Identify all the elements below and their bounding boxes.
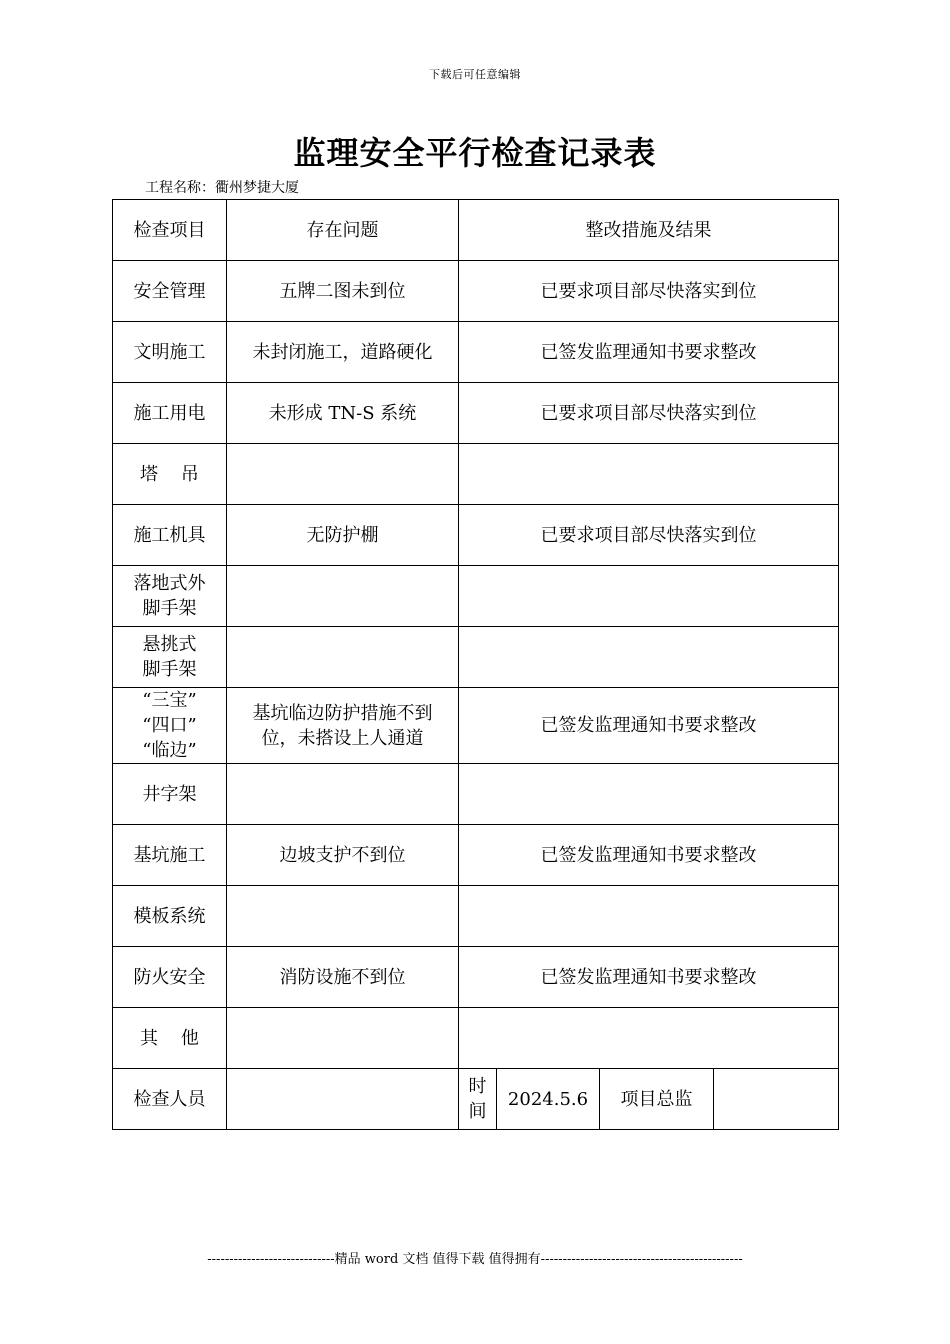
row-measure: 已要求项目部尽快落实到位 (459, 383, 839, 444)
row-item: 塔 吊 (113, 444, 227, 505)
row-item: 落地式外 脚手架 (113, 566, 227, 627)
header-note: 下载后可任意编辑 (429, 68, 521, 81)
row-item: “三宝” “四口” “临边” (113, 688, 227, 764)
project-chief-value (714, 1069, 839, 1130)
table-row (113, 825, 839, 886)
row-item: 井字架 (113, 764, 227, 825)
inspector-row (113, 1069, 839, 1130)
header-existing-issue: 存在问题 (227, 200, 459, 261)
row-measure: 已签发监理通知书要求整改 (459, 688, 839, 764)
row-issue (227, 1008, 459, 1069)
header-check-item: 检查项目 (113, 200, 227, 261)
row-issue (227, 566, 459, 627)
row-measure (459, 566, 839, 627)
table-row (113, 1008, 839, 1069)
project-chief-label: 项目总监 (600, 1069, 714, 1130)
row-item: 文明施工 (113, 322, 227, 383)
row-measure: 已要求项目部尽快落实到位 (459, 261, 839, 322)
row-measure (459, 444, 839, 505)
row-item: 基坑施工 (113, 825, 227, 886)
project-name-line (145, 177, 299, 197)
page-title: 监理安全平行检查记录表 (293, 134, 657, 172)
row-measure: 已要求项目部尽快落实到位 (459, 505, 839, 566)
table-row (113, 627, 839, 688)
row-issue: 边坡支护不到位 (227, 825, 459, 886)
row-measure (459, 764, 839, 825)
table-row (113, 688, 839, 764)
table-row (113, 383, 839, 444)
row-item: 悬挑式 脚手架 (113, 627, 227, 688)
row-measure (459, 1008, 839, 1069)
row-issue: 五牌二图未到位 (227, 261, 459, 322)
row-issue: 未封闭施工，道路硬化 (227, 322, 459, 383)
row-issue: 未形成 TN-S 系统 (227, 383, 459, 444)
row-measure (459, 627, 839, 688)
row-item: 施工用电 (113, 383, 227, 444)
table-row (113, 886, 839, 947)
row-measure: 已签发监理通知书要求整改 (459, 947, 839, 1008)
table-row (113, 764, 839, 825)
time-label: 时 间 (459, 1069, 497, 1130)
row-item: 模板系统 (113, 886, 227, 947)
project-name-value: 衢州梦捷大厦 (215, 180, 299, 196)
table-header-row (113, 200, 839, 261)
row-issue (227, 627, 459, 688)
row-issue: 无防护棚 (227, 505, 459, 566)
row-item: 安全管理 (113, 261, 227, 322)
row-issue (227, 886, 459, 947)
inspector-value (227, 1069, 459, 1130)
row-item: 施工机具 (113, 505, 227, 566)
table-row (113, 566, 839, 627)
row-issue (227, 444, 459, 505)
row-item: 其 他 (113, 1008, 227, 1069)
inspection-date: 2024.5.6 (497, 1069, 600, 1130)
row-issue (227, 764, 459, 825)
header-rectification-measure: 整改措施及结果 (459, 200, 839, 261)
inspector-label: 检查人员 (113, 1069, 227, 1130)
footer-note: -----------------------------精品 word 文档 值得下载 值得拥有---------------------------------------------- (207, 1252, 743, 1267)
table-row (113, 444, 839, 505)
row-measure: 已签发监理通知书要求整改 (459, 825, 839, 886)
project-name-label: 工程名称： (145, 180, 215, 196)
table-row (113, 505, 839, 566)
table-row (113, 947, 839, 1008)
table-row (113, 261, 839, 322)
row-issue: 消防设施不到位 (227, 947, 459, 1008)
row-measure (459, 886, 839, 947)
table-row (113, 322, 839, 383)
inspection-record-table (112, 199, 839, 1130)
row-issue: 基坑临边防护措施不到 位，未搭设上人通道 (227, 688, 459, 764)
row-measure: 已签发监理通知书要求整改 (459, 322, 839, 383)
row-item: 防火安全 (113, 947, 227, 1008)
